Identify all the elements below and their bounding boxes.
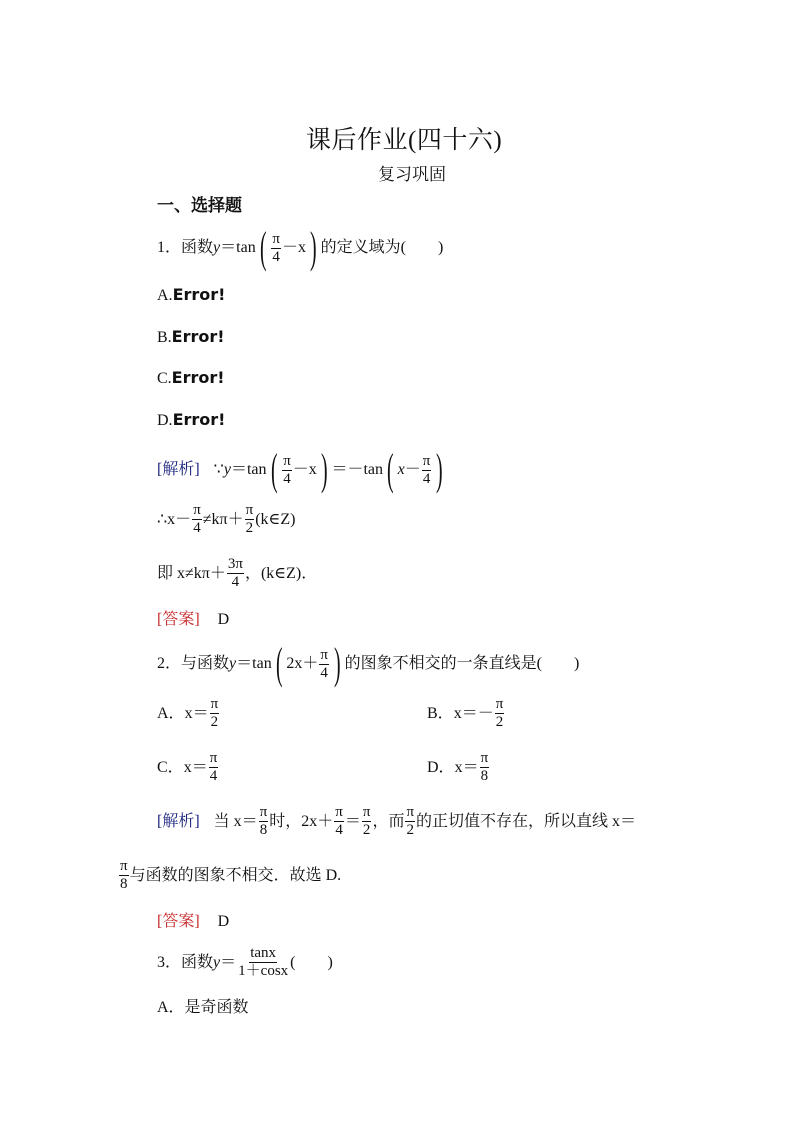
- answer-tag: [答案]: [157, 611, 200, 628]
- q1-number: 1．: [157, 239, 182, 256]
- page-subtitle: 复习巩固: [378, 165, 446, 184]
- q2-stem: 2． 与函数 y ＝tan ( 2x＋ $\frac{\pi}{4}$ ) 的图象不相交的一条直线是( ): [157, 639, 580, 688]
- analysis-tag: [解析]: [157, 461, 200, 478]
- q2-analysis-line1: [解析] 当 x＝ $\frac{\pi}{8}$ 时，2x＋ $\frac{\pi}{4}$ ＝ $\frac{\pi}{2}$ ，而 $\frac{\pi}{2}$ 的正切值不存在，所以直线 x＝: [157, 804, 637, 838]
- q1-eq: ＝tan: [220, 239, 256, 256]
- answer-value: D: [217, 611, 230, 628]
- q1-option-c[interactable]: C.Error!: [157, 368, 225, 387]
- q1-stem: [157, 223, 444, 272]
- q2-option-c[interactable]: C． x＝ $\frac{\pi}{4}$: [157, 750, 218, 784]
- q2-option-a[interactable]: A． x＝ $\frac{\pi}{2}$: [157, 696, 219, 730]
- q1-analysis-line2: ∴x－ $\frac{\pi}{4}$ ≠kπ＋ $\frac{\pi}{2}$ (k∈Z): [157, 502, 296, 536]
- q1-option-d[interactable]: D.Error!: [157, 410, 226, 429]
- q1-stem-post: 的定义域为( ): [320, 239, 444, 256]
- page-title: 课后作业(四十六): [306, 127, 503, 154]
- q1-option-a[interactable]: A.Error!: [157, 285, 226, 304]
- q2-number: 2．: [157, 655, 182, 672]
- fraction: $\frac{\pi}{4}$: [272, 230, 280, 265]
- left-paren: (: [259, 223, 267, 272]
- q2-answer: [答案] D: [157, 913, 230, 930]
- q1-analysis-line3: 即 x≠kπ＋ $\frac{3\pi}{4}$ ，(k∈Z)．: [157, 556, 318, 590]
- q3-stem: 3． 函数 y ＝ $\frac{\tan x}{1+\cos x}$ ( ): [157, 945, 333, 979]
- q1-stem-pre: 函数: [181, 239, 214, 256]
- right-paren: ): [309, 223, 317, 272]
- q1-minus-x: －x: [281, 239, 306, 256]
- section-heading: 一、选择题: [157, 196, 242, 215]
- q1-option-b[interactable]: B.Error!: [157, 327, 225, 346]
- q2-analysis-line2: $\frac{\pi}{8}$ 与函数的图象不相交．故选 D.: [120, 858, 342, 892]
- q1-answer: [157, 610, 229, 630]
- q3-option-a[interactable]: A．是奇函数: [157, 999, 249, 1016]
- q2-option-b[interactable]: B． x＝－ $\frac{\pi}{2}$: [427, 696, 504, 730]
- q2-option-d[interactable]: D． x＝ $\frac{\pi}{8}$: [427, 750, 489, 784]
- q1-analysis-line1: [解析] ∵ y ＝tan ( $\frac{\pi}{4}$ －x ) ＝－tan ( x － $\frac{\pi}{4}$ ): [157, 445, 443, 494]
- q1-y: y: [213, 239, 221, 256]
